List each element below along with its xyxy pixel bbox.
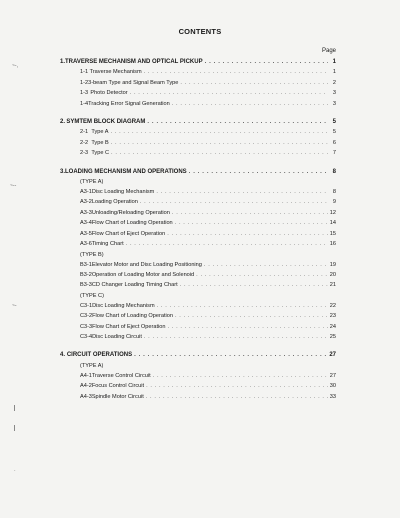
leader-dots — [146, 392, 328, 402]
toc-section — [60, 117, 336, 159]
section-page: 1 — [332, 59, 336, 65]
page-title: CONTENTS — [178, 27, 222, 36]
toc-entry[interactable] — [60, 67, 336, 77]
entry-number: C3-2 — [80, 313, 93, 320]
leader-dots — [110, 127, 328, 137]
type-subheading: (TYPE C) — [80, 292, 104, 299]
entry-page: 14 — [329, 220, 336, 227]
leader-dots — [180, 78, 328, 88]
toc-section-heading[interactable] — [60, 117, 336, 127]
toc-entry[interactable] — [60, 260, 336, 270]
entry-number: C3-3 — [80, 323, 93, 330]
section-page: 5 — [332, 119, 336, 126]
entry-number: A4-2 — [80, 383, 92, 390]
contents-list — [60, 57, 336, 410]
entry-number: A3-4 — [80, 220, 92, 227]
leader-dots — [130, 88, 328, 98]
entry-title: Unloading/Reloading Operation — [91, 209, 170, 216]
entry-page: 19 — [329, 261, 336, 268]
toc-section — [60, 350, 336, 402]
entry-number: C3-4 — [80, 333, 93, 340]
leader-dots — [111, 138, 328, 148]
entry-page: 33 — [329, 393, 336, 400]
leader-dots — [172, 208, 328, 218]
leader-dots — [147, 117, 328, 127]
toc-entry[interactable] — [60, 78, 336, 88]
toc-entry[interactable] — [60, 148, 336, 158]
entry-page: 2 — [332, 79, 336, 86]
entry-page: 8 — [332, 189, 336, 196]
leader-dots — [204, 260, 328, 270]
leader-dots — [134, 350, 327, 360]
entry-page: 7 — [332, 150, 336, 157]
entry-number: 1-2 — [80, 79, 89, 86]
toc-entry[interactable] — [60, 208, 336, 218]
section-number: 2. — [60, 119, 66, 126]
entry-number: 1-4 — [80, 100, 89, 107]
entry-number: 2-3 — [80, 150, 89, 157]
toc-entry[interactable] — [60, 197, 336, 207]
margin-mark: ~-- — [10, 183, 17, 189]
section-number: 4. — [60, 352, 66, 359]
section-title: CIRCUIT OPERATIONS — [66, 352, 133, 359]
entry-title: Traverse Control Circuit — [91, 372, 151, 379]
leader-dots — [196, 270, 328, 280]
type-subheading: (TYPE A) — [80, 179, 104, 186]
section-number: 1. — [60, 59, 66, 65]
entry-number: A3-5 — [80, 230, 92, 237]
toc-entry[interactable] — [60, 301, 336, 311]
entry-title: Elevator Motor and Disc Loading Positioning — [91, 261, 202, 268]
section-number: 3. — [60, 168, 66, 175]
entry-page: 16 — [329, 241, 336, 248]
entry-number: A3-6 — [80, 241, 92, 248]
entry-number: 1-3 — [80, 90, 89, 97]
toc-entry[interactable] — [60, 127, 336, 137]
entry-page: 3 — [332, 100, 336, 107]
toc-entry[interactable] — [60, 239, 336, 249]
type-subheading: (TYPE B) — [80, 251, 104, 258]
leader-dots — [172, 99, 328, 109]
entry-number: A4-3 — [80, 393, 92, 400]
entry-page: 1 — [332, 69, 336, 76]
entry-title: 3-beam Type and Signal Beam Type — [88, 79, 179, 86]
type-subheading: (TYPE A) — [80, 362, 104, 369]
entry-title: Type C — [91, 150, 110, 157]
leader-dots — [175, 311, 328, 321]
page-column-header: Page — [321, 48, 336, 54]
margin-dash — [14, 425, 15, 431]
entry-title: Photo Detector — [90, 90, 128, 97]
leader-dots — [146, 381, 328, 391]
leader-dots — [175, 218, 328, 228]
toc-entry[interactable] — [60, 381, 336, 391]
toc-entry[interactable] — [60, 371, 336, 381]
leader-dots — [189, 167, 328, 177]
entry-title: Focus Control Circuit — [91, 383, 145, 390]
toc-entry[interactable] — [60, 138, 336, 148]
entry-page: 12 — [329, 209, 336, 216]
entry-title: Spindle Motor Circuit — [91, 393, 144, 400]
entry-page: 9 — [332, 199, 336, 206]
section-title: LOADING MECHANISM AND OPERATIONS — [65, 168, 187, 175]
toc-entry[interactable] — [60, 322, 336, 332]
entry-number: 1-1 — [80, 69, 89, 76]
section-page: 27 — [329, 352, 336, 359]
entry-page: 25 — [329, 333, 336, 340]
entry-number: 2-2 — [80, 139, 89, 146]
leader-dots — [144, 67, 328, 77]
entry-title: Traverse Mechanism — [89, 69, 142, 76]
leader-dots — [156, 187, 328, 197]
toc-entry[interactable] — [60, 99, 336, 109]
entry-title: Type A — [91, 129, 109, 136]
toc-section-heading[interactable] — [60, 350, 336, 360]
entry-page: 24 — [329, 323, 336, 330]
toc-section — [60, 167, 336, 343]
entry-title: Flow Chart of Loading Operation — [91, 220, 173, 227]
entry-title: Timing Chart — [91, 241, 124, 248]
entry-number: A4-1 — [80, 372, 92, 379]
entry-page: 23 — [329, 313, 336, 320]
toc-entry[interactable] — [60, 270, 336, 280]
entry-page: 22 — [329, 302, 336, 309]
leader-dots — [153, 371, 328, 381]
toc-entry[interactable] — [60, 332, 336, 342]
entry-title: Tracking Error Signal Generation — [88, 100, 170, 107]
toc-entry[interactable] — [60, 392, 336, 402]
leader-dots — [144, 332, 328, 342]
entry-page: 27 — [329, 372, 336, 379]
leader-dots — [167, 229, 328, 239]
toc-entry[interactable] — [60, 311, 336, 321]
margin-mark: · — [14, 468, 16, 474]
leader-dots — [126, 239, 328, 249]
leader-dots — [157, 301, 328, 311]
margin-dash — [14, 405, 15, 411]
entry-title: Flow Chart of Eject Operation — [91, 230, 166, 237]
toc-entry[interactable] — [60, 280, 336, 290]
margin-mark: ~- — [12, 303, 17, 309]
toc-entry[interactable] — [60, 187, 336, 197]
entry-number: C3-1 — [80, 302, 93, 309]
toc-section-heading[interactable] — [60, 57, 336, 67]
toc-entry[interactable] — [60, 218, 336, 228]
toc-section-heading[interactable] — [60, 167, 336, 177]
leader-dots — [180, 280, 328, 290]
entry-page: 5 — [332, 129, 336, 136]
leader-dots — [168, 322, 328, 332]
entry-title: Disc Loading Mechanism — [92, 302, 155, 309]
entry-number: A3-3 — [80, 209, 92, 216]
entry-page: 6 — [332, 139, 336, 146]
entry-number: B3-1 — [80, 261, 92, 268]
entry-page: 21 — [329, 282, 336, 289]
entry-number: 2-1 — [80, 129, 89, 136]
entry-title: Type B — [91, 139, 109, 146]
entry-number: A3-1 — [80, 189, 92, 196]
entry-page: 20 — [329, 271, 336, 278]
leader-dots — [140, 197, 328, 207]
section-page: 8 — [332, 168, 336, 175]
entry-title: Loading Operation — [91, 199, 138, 206]
entry-title: Flow Chart of Eject Operation — [92, 323, 166, 330]
toc-section — [60, 57, 336, 109]
margin-mark: ~-, — [12, 63, 18, 69]
entry-title: Flow Chart of Loading Operation — [92, 313, 173, 320]
toc-entry[interactable] — [60, 229, 336, 239]
entry-number: A3-2 — [80, 199, 92, 206]
section-title: TRAVERSE MECHANISM AND OPTICAL PICKUP — [65, 59, 203, 65]
entry-title: CD Changer Loading Timing Chart — [91, 282, 178, 289]
leader-dots — [205, 57, 328, 67]
entry-page: 30 — [329, 383, 336, 390]
entry-page: 3 — [332, 90, 336, 97]
section-title: SYMTEM BLOCK DIAGRAM — [66, 119, 146, 126]
entry-title: Disc Loading Circuit — [92, 333, 142, 340]
entry-page: 15 — [329, 230, 336, 237]
entry-title: Disc Loading Mechanism — [91, 189, 155, 196]
entry-number: B3-3 — [80, 282, 92, 289]
leader-dots — [111, 148, 328, 158]
entry-title: Operation of Loading Motor and Solenoid — [91, 271, 195, 278]
entry-number: B3-2 — [80, 271, 92, 278]
toc-entry[interactable] — [60, 88, 336, 98]
